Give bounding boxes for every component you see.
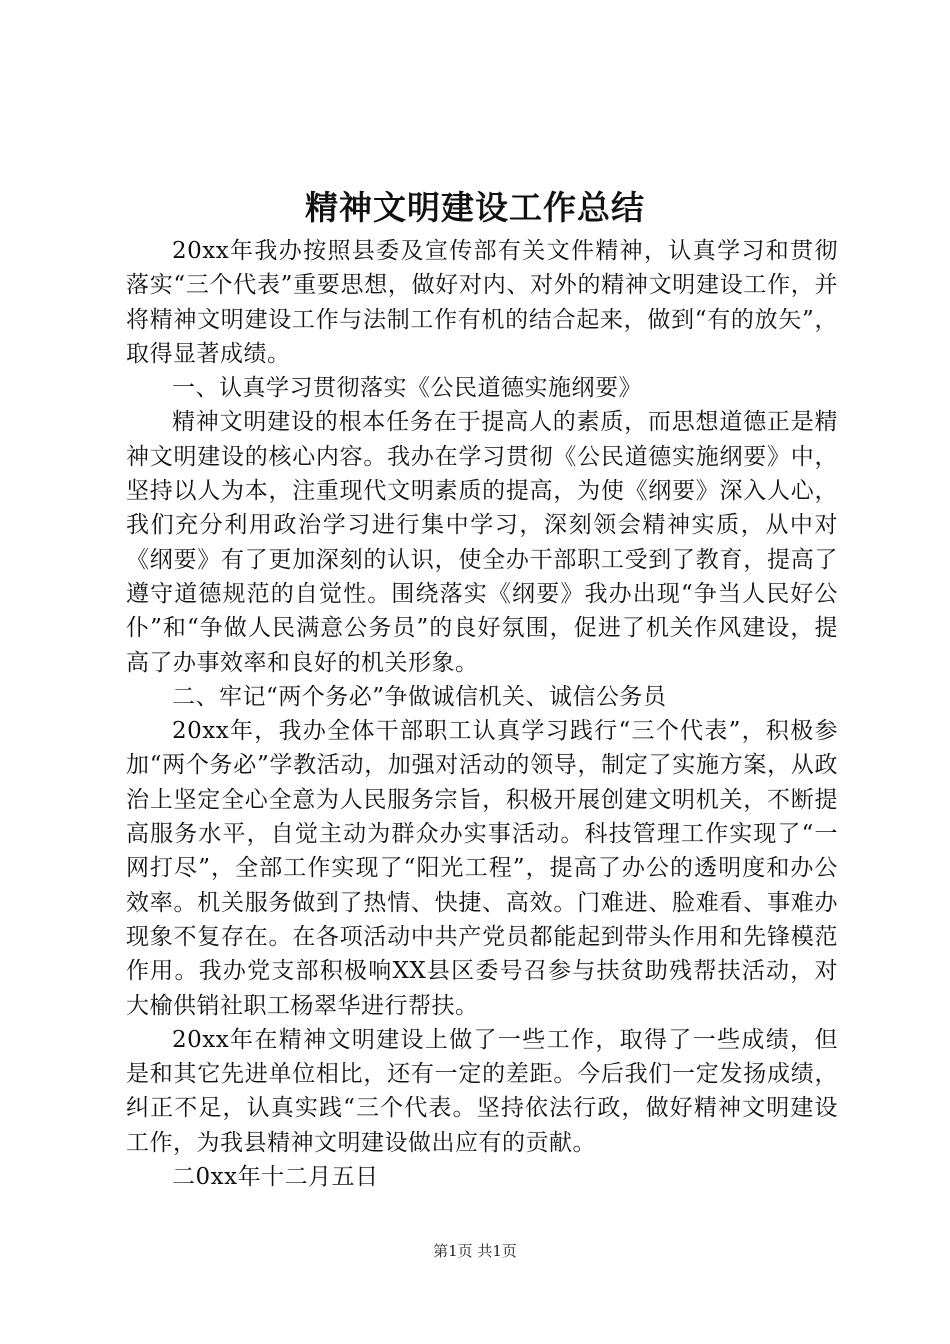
document-title: 精神文明建设工作总结 — [305, 188, 645, 227]
conclusion-paragraph: 20xx年在精神文明建设上做了一些工作，取得了一些成绩，但是和其它先进单位相比，还有一定的差距。今后我们一定发扬成绩，纠正不足，认真实践“三个代表。坚持依法行政，做好精神文明建设工作，为我县精神文明建设做出应有的贡献。 — [126, 1026, 838, 1156]
document-body — [126, 234, 838, 1194]
section-heading-2: 二、牢记“两个务必”争做诚信机关、诚信公务员 — [172, 683, 667, 710]
document-date: 二0xx年十二月五日 — [172, 1164, 379, 1191]
section-1-paragraph: 精神文明建设的根本任务在于提高人的素质，而思想道德正是精神文明建设的核心内容。我办在学习贯彻《公民道德实施纲要》中，坚持以人为本，注重现代文明素质的提高，为使《纲要》深入人心，我们充分利用政治学习进行集中学习，深刻领会精神实质，从中对《纲要》有了更加深刻的认识，使全办干部职工受到了教育，提高了遵守道德规范的自觉性。围绕落实《纲要》我办出现“争当人民好公仆”和“争做人民满意公务员”的良好氛围，促进了机关作风建设，提高了办事效率和良好的机关形象。 — [126, 409, 838, 676]
page-number-footer: 第1页 共1页 — [433, 1242, 517, 1260]
section-heading-1: 一、认真学习贯彻落实《公民道德实施纲要》 — [172, 375, 642, 402]
section-2-paragraph: 20xx年，我办全体干部职工认真学习践行“三个代表”，积极参加“两个务必”学教活动，加强对活动的领导，制定了实施方案，从政治上坚定全心全意为人民服务宗旨，积极开展创建文明机关，不断提高服务水平，自觉主动为群众办实事活动。科技管理工作实现了“一网打尽”，全部工作实现了“阳光工程”，提高了办公的透明度和办公效率。机关服务做到了热情、快捷、高效。门难进、脸难看、事难办现象不复存在。在各项活动中共产党员都能起到带头作用和先锋模范作用。我办党支部积极响XX县区委号召参与扶贫助残帮扶活动，对大榆供销社职工杨翠华进行帮扶。 — [126, 718, 838, 1019]
intro-paragraph: 20xx年我办按照县委及宣传部有关文件精神，认真学习和贯彻落实“三个代表”重要思想，做好对内、对外的精神文明建设工作，并将精神文明建设工作与法制工作有机的结合起来，做到“有的放矢”，取得显著成绩。 — [126, 238, 838, 367]
